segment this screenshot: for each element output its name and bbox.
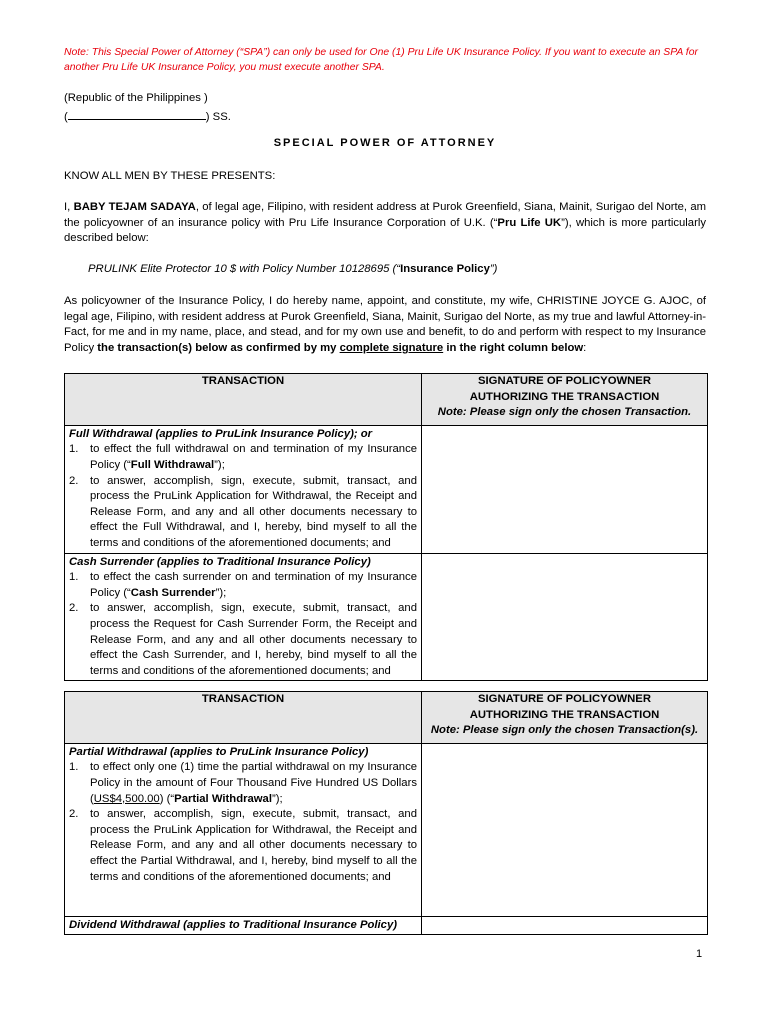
company-short-name: Pru Life UK [497,216,562,229]
policyowner-name: BABY TEJAM SADAYA [73,201,196,213]
signature-header: SIGNATURE OF POLICYOWNER AUTHORIZING THE TRANSACTION Note: Please sign only the chosen Transaction. [422,374,708,426]
page-number: 1 [696,948,703,960]
transaction-cell-dividend-withdrawal: Dividend Withdrawal (applies to Traditional Insurance Policy) [65,916,422,935]
signature-field-full-withdrawal[interactable] [422,425,708,553]
city-blank [68,107,206,120]
know-all-men: KNOW ALL MEN BY THESE PRESENTS: [64,170,276,182]
withdrawal-amount: US$4,500.00 [93,792,160,805]
transaction-header: TRANSACTION [65,374,422,426]
complete-signature-emphasis: complete signature [339,341,444,354]
transaction-cell-partial-withdrawal: Partial Withdrawal (applies to PruLink Insurance Policy) 1. to effect only one (1) time the partial withdrawal on my Insurance Policy in the amount of Four Thousand Five Hundred US Dollars (US$4,500.00) (“Partial Withdrawal”); 2. to answer, accomplish, sign, execute, submit, transact, and process the PruLink Application for Withdrawal, the Receipt and Release Form, and any and all other documents necessary to effect the Partial Withdrawal, and I, hereby, bind myself to all the terms and conditions of the aforementioned documents; and [65,743,422,916]
appointment-paragraph: As policyowner of the Insurance Policy, I do hereby name, appoint, and constitute, my wife, CHRISTINE JOYCE G. AJOC, of legal age, Filipino, with resident address at Purok Greenfield, Siana, Mainit, Surigao del Norte, as my true and lawful Attorney-in-Fact, for me and in my name, place, and stead, and for my own use and benefit, to do and perform with respect to my Insurance Policy the transaction(s) below as confirmed by my complete signature in the right column below: [64,295,706,354]
document-title: SPECIAL POWER OF ATTORNEY [273,137,497,149]
transaction-table-1 [64,373,708,681]
jurisdiction [64,91,706,125]
transaction-table-2 [64,691,708,935]
table-row [65,743,708,916]
policy-description: PRULINK Elite Protector 10 $ with Policy Number 10128695 (“Insurance Policy”) [88,263,498,275]
table-header-row [65,374,708,426]
table-row [65,553,708,681]
jurisdiction-country: (Republic of the Philippines ) [64,92,208,104]
spa-usage-note: Note: This Special Power of Attorney (“SPA”) can only be used for One (1) Pru Life UK Insurance Policy. If you want to execute an SPA for another Pru Life UK Insurance Policy, you must execute another SPA. [64,47,698,73]
jurisdiction-city-line: ( ) SS. [64,107,706,126]
signature-field-partial-withdrawal[interactable] [422,743,708,916]
signature-field-dividend-withdrawal[interactable] [422,916,708,935]
signature-field-cash-surrender[interactable] [422,553,708,681]
table-row [65,916,708,935]
table-header-row [65,692,708,744]
signature-header: SIGNATURE OF POLICYOWNER AUTHORIZING THE TRANSACTION Note: Please sign only the chosen Transaction(s). [422,692,708,744]
table-row [65,425,708,553]
intro-paragraph: I, BABY TEJAM SADAYA, of legal age, Filipino, with resident address at Purok Greenfield, Siana, Mainit, Surigao del Norte, am the policyowner of an insurance policy with Pru Life Insurance Corporation of U.K. (“Pru Life UK”), which is more particularly described below: [64,201,707,245]
transaction-header: TRANSACTION [65,692,422,744]
transaction-cell-cash-surrender: Cash Surrender (applies to Traditional Insurance Policy) 1. to effect the cash surrender on and termination of my Insurance Policy (“Cash Surrender”); 2. to answer, accomplish, sign, execute, submit, transact, and process the Request for Cash Surrender Form, the Receipt and Release Form, and any and all other documents necessary to effect the Cash Surrender, and I, hereby, bind myself to all the terms and conditions of the aforementioned documents; and [65,553,422,681]
transaction-cell-full-withdrawal: Full Withdrawal (applies to PruLink Insurance Policy); or 1. to effect the full withdrawal on and termination of my Insurance Policy (“Full Withdrawal”); 2. to answer, accomplish, sign, execute, submit, transact, and process the PruLink Application for Withdrawal, the Receipt and Release Form, and any and all other documents necessary to effect the Full Withdrawal, and I, hereby, bind myself to all the terms and conditions of the aforementioned documents; and [65,425,422,553]
